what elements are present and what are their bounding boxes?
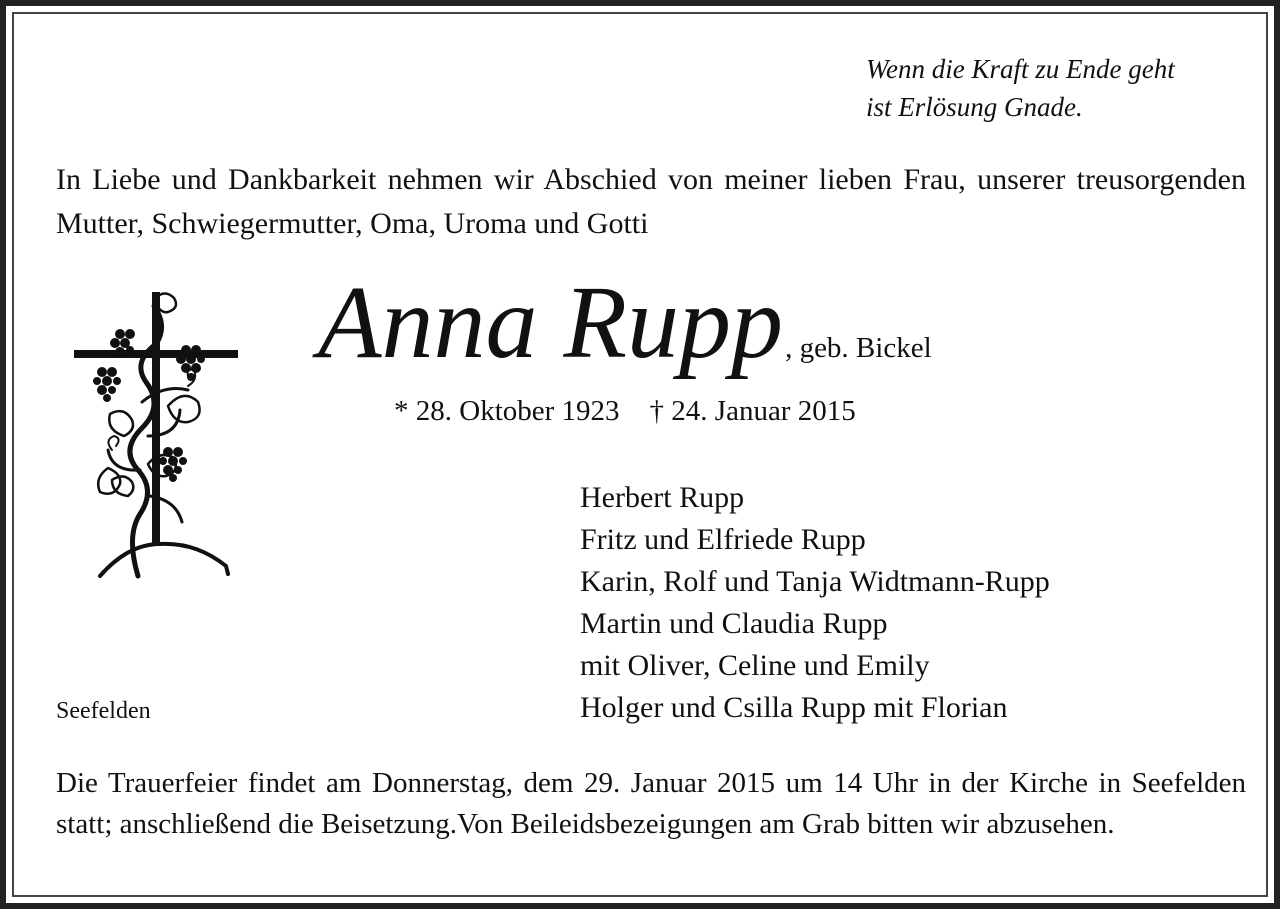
- life-dates: [394, 392, 856, 430]
- birth-date: * 28. Oktober 1923: [394, 395, 620, 427]
- mourner-line: Karin, Rolf und Tanja Widtmann-Rupp: [580, 565, 1050, 598]
- motto-quote: [866, 50, 1256, 126]
- motto-line-2: ist Erlösung Gnade.: [866, 92, 1083, 122]
- motto-line-1: Wenn die Kraft zu Ende geht: [866, 54, 1175, 84]
- funeral-info: Die Trauerfeier findet am Donnerstag, dem 29. Januar 2015 um 14 Uhr in der Kirche in Seefelden statt; anschließend die Beisetzung.Von Beileidsbezeigungen am Grab bitten wir abzusehen.: [56, 767, 1246, 840]
- death-date: † 24. Januar 2015: [649, 395, 856, 427]
- mourner-line: Martin und Claudia Rupp: [580, 607, 888, 640]
- place-name: Seefelden: [56, 698, 151, 724]
- mourner-line: Fritz und Elfriede Rupp: [580, 523, 866, 556]
- intro-text: In Liebe und Dankbarkeit nehmen wir Abschied von meiner lieben Frau, unserer treusorgenden Mutter, Schwiegermutter, Oma, Uroma und Gotti: [56, 163, 1246, 240]
- maiden-name: , geb. Bickel: [785, 332, 932, 364]
- mourner-line: mit Oliver, Celine und Emily: [580, 649, 930, 682]
- mourner-line: Herbert Rupp: [580, 481, 745, 514]
- mourner-line: Holger und Csilla Rupp mit Florian: [580, 691, 1008, 724]
- deceased-name-row: [318, 265, 932, 380]
- cross-with-grapevine-icon: [68, 286, 244, 582]
- deceased-name: Anna Rupp: [318, 265, 784, 380]
- mourners-list: [580, 477, 1050, 729]
